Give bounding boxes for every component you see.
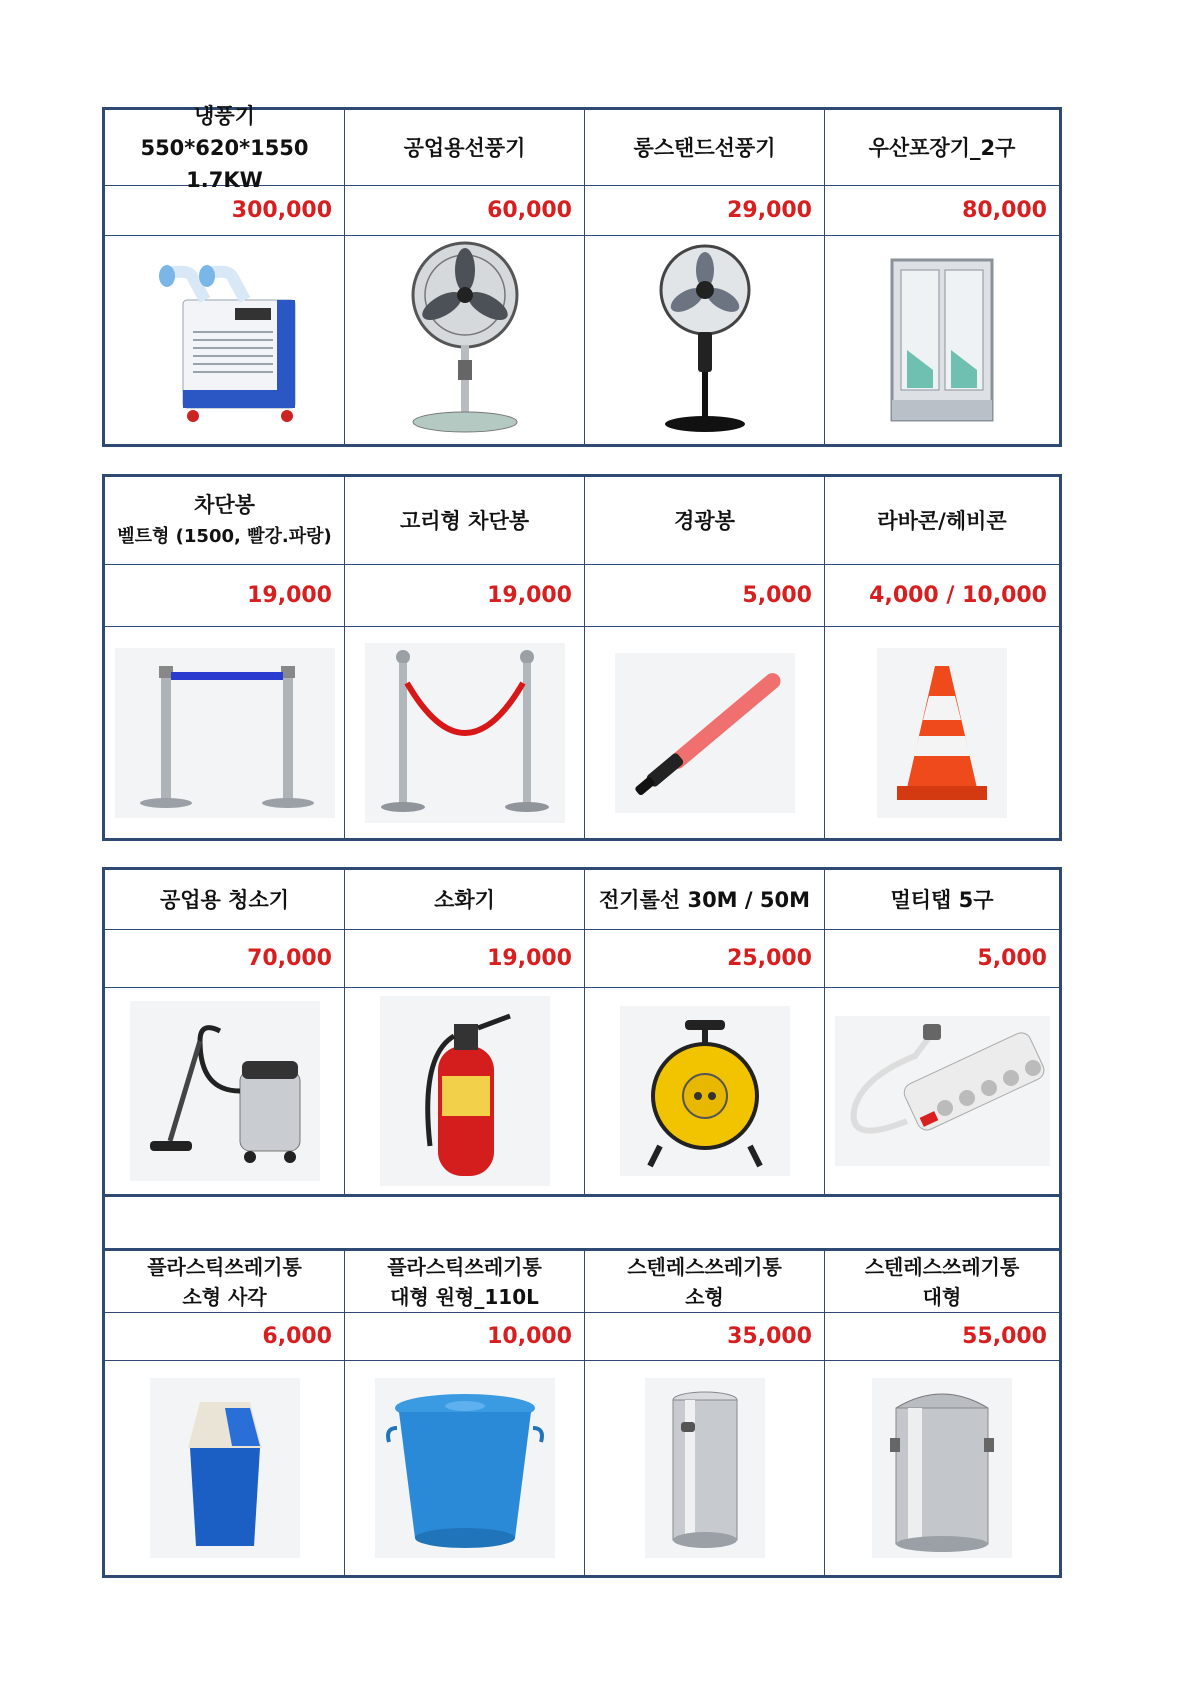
product-spec: 대형 원형_110L [390,1284,539,1309]
industrial-fan-icon [380,240,550,440]
price-cell: 25,000 [585,930,825,988]
product-name-cell [345,870,585,930]
product-name: 롱스탠드선풍기 [633,135,776,160]
product-image-cell [585,1361,825,1575]
price-cell: 5,000 [825,930,1059,988]
product-image-cell [825,988,1059,1194]
product-image-cell [585,627,825,838]
large-plastic-bin-icon [375,1378,555,1558]
product-image-cell [105,1361,345,1575]
product-name: 라바콘/헤비콘 [877,508,1007,533]
product-name: 플라스틱쓰레기통 [387,1254,542,1279]
product-spec: 대형 [922,1284,962,1309]
price-cell: 19,000 [345,565,585,627]
belt-barrier-icon [115,648,335,818]
product-spec: 550*620*1550 1.7KW [140,135,309,192]
product-table-cooling [102,103,1062,447]
product-name: 차단봉 [194,492,255,517]
product-name: 우산포장기_2구 [868,135,1016,160]
product-name-cell [585,870,825,930]
product-name: 공업용선풍기 [403,135,526,160]
product-table-barriers [102,474,1062,841]
product-name-cell [585,477,825,565]
product-name: 소화기 [434,887,495,912]
product-name: 고리형 차단봉 [399,508,530,533]
price-cell: 5,000 [585,565,825,627]
vacuum-cleaner-icon [130,1001,320,1181]
product-name-cell [105,477,345,565]
product-name-cell [345,1251,585,1313]
rope-barrier-icon [365,643,565,823]
product-name: 플라스틱쓰레기통 [147,1254,302,1279]
small-trash-bin-icon [150,1378,300,1558]
product-name: 전기롤선 30M / 50M [599,887,810,912]
product-name-cell [105,870,345,930]
price-cell: 60,000 [345,186,585,236]
product-name: 경광봉 [674,508,735,533]
price-cell: 10,000 [345,1313,585,1361]
product-image-cell [105,236,345,444]
product-name-cell [105,103,345,192]
fire-extinguisher-icon [380,996,550,1186]
product-image-cell [825,236,1059,444]
product-image-cell [585,236,825,444]
product-spec: 벨트형 (1500, 빨강.파랑) [117,525,332,547]
product-name-cell [825,477,1059,565]
product-name: 멀티탭 5구 [890,887,994,912]
small-steel-bin-icon [645,1378,765,1558]
price-cell: 80,000 [825,186,1059,236]
product-image-cell [825,1361,1059,1575]
product-name-cell [585,1251,825,1313]
product-name-cell [825,1251,1059,1313]
section-spacer [102,1194,1062,1251]
large-steel-bin-icon [872,1378,1012,1558]
umbrella-wrapper-icon [877,250,1007,430]
price-cell: 6,000 [105,1313,345,1361]
product-name: 공업용 청소기 [159,887,290,912]
price-cell: 35,000 [585,1313,825,1361]
product-name-cell [825,110,1059,186]
product-name: 스텐레스쓰레기통 [864,1254,1020,1279]
price-cell: 4,000 / 10,000 [825,565,1059,627]
product-image-cell [105,988,345,1194]
product-image-cell [825,627,1059,838]
price-cell: 70,000 [105,930,345,988]
price-cell: 29,000 [585,186,825,236]
price-cell: 300,000 [105,186,345,236]
product-image-cell [345,988,585,1194]
product-name: 냉풍기 [194,103,255,128]
product-spec: 소형 사각 [182,1284,267,1309]
product-image-cell [345,627,585,838]
power-strip-icon [835,1016,1050,1166]
price-cell: 55,000 [825,1313,1059,1361]
price-cell: 19,000 [105,565,345,627]
product-image-cell [345,1361,585,1575]
spot-cooler-icon [145,250,305,430]
product-name-cell [585,110,825,186]
product-name-cell [105,1251,345,1313]
traffic-cone-icon [877,648,1007,818]
product-image-cell [105,627,345,838]
product-table-trash-bins [102,1248,1062,1578]
cable-reel-icon [620,1006,790,1176]
product-name-cell [825,870,1059,930]
stand-fan-icon [630,240,780,440]
product-table-utilities [102,867,1062,1197]
product-image-cell [585,988,825,1194]
price-cell: 19,000 [345,930,585,988]
traffic-baton-icon [615,653,795,813]
product-spec: 소형 [685,1284,724,1309]
product-name-cell [345,110,585,186]
product-name: 스텐레스쓰레기통 [627,1254,782,1279]
product-image-cell [345,236,585,444]
product-name-cell [345,477,585,565]
